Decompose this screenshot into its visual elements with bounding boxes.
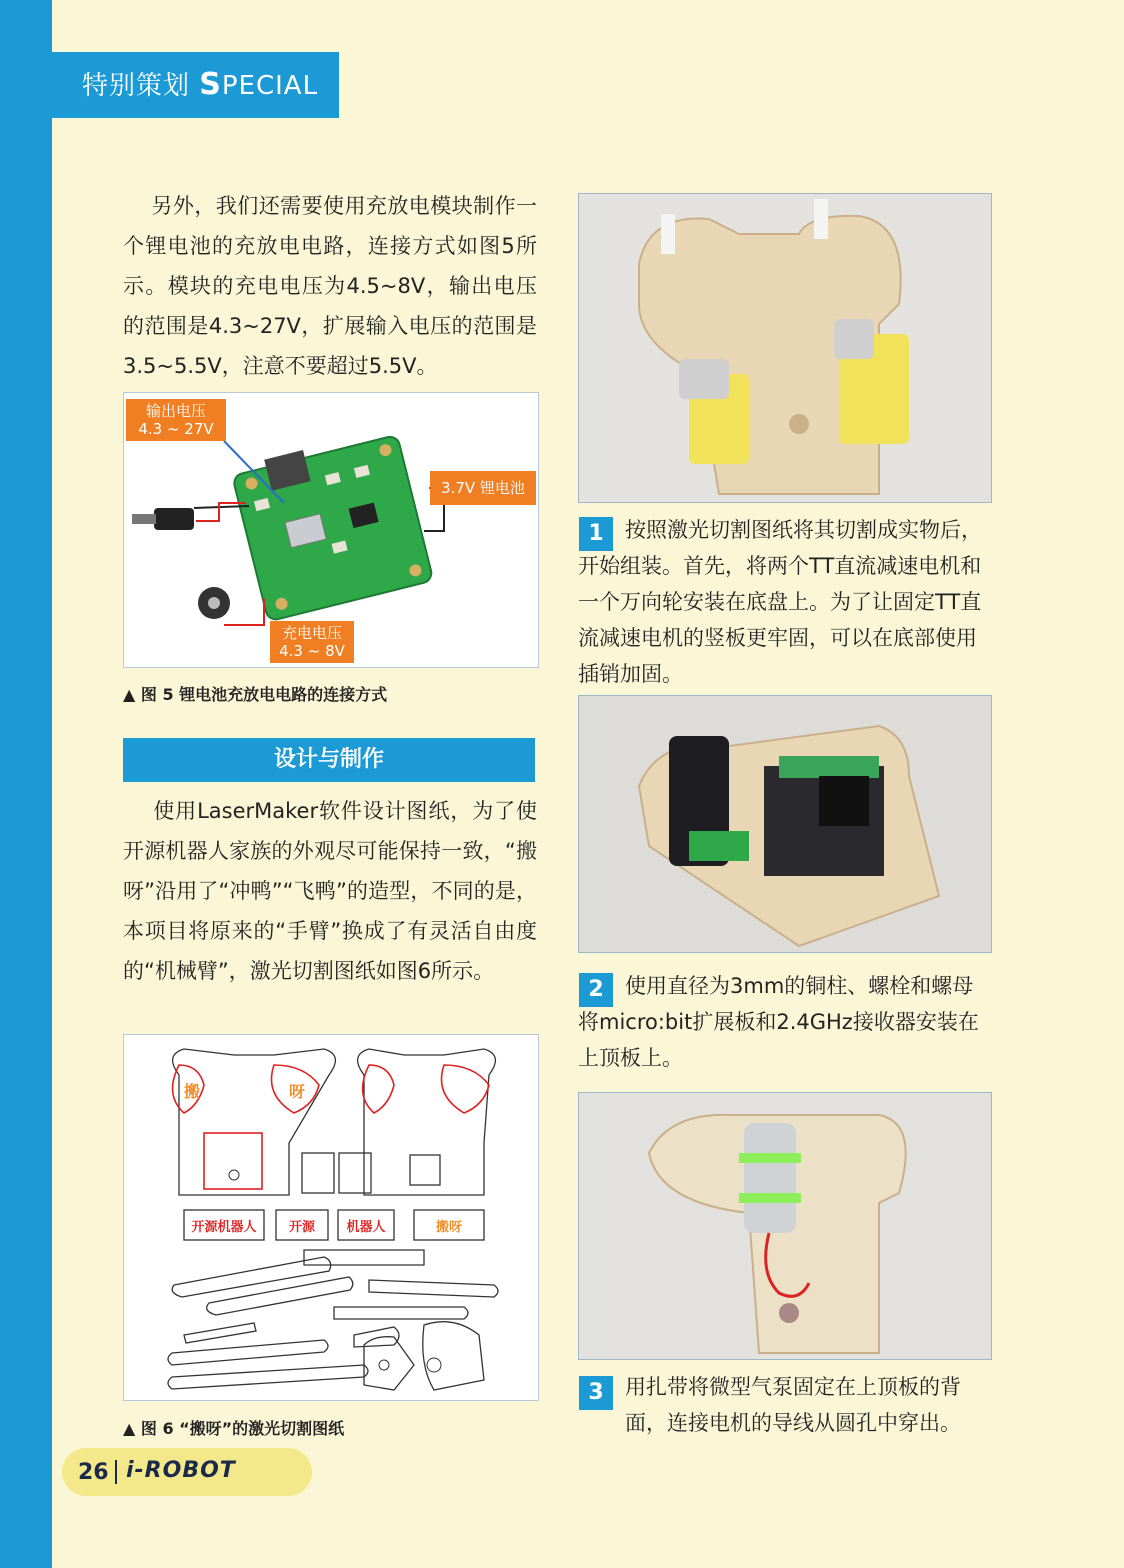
page-number: 26 [78,1460,109,1485]
figure-5-circuit [123,392,539,668]
step-1-text: 按照激光切割图纸将其切割成实物后，开始组装。首先，将两个TT直流减速电机和一个万向轮安装在底盘上。为了让固定TT直流减速电机的竖板更牢固，可以在底部使用插销加固。 [578,518,982,686]
section-title: 设计与制作 [123,738,535,782]
step-3-text: 用扎带将微型气泵固定在上顶板的背面，连接电机的导线从圆孔中穿出。 [625,1375,961,1435]
svg-text:呀: 呀 [289,1082,306,1101]
tag-robot: 机器人 [346,1220,386,1235]
figure-6-caption: ▲ 图 6 “搬呀”的激光切割图纸 [123,1419,345,1438]
brand-logo-text: i-ROBOT [126,1458,236,1483]
intro-paragraph: 另外，我们还需要使用充放电模块制作一个锂电池的充放电电路，连接方式如图5所示。模块的充电电压为4.5~8V，输出电压的范围是4.3~27V，扩展输入电压的范围是3.5~5.5V，注意不要超过5.5V。 [123,194,538,378]
chassis-with-motors-photo [579,194,991,502]
microbit-board-photo [579,696,991,952]
step-3-number: 3 [579,1376,613,1410]
design-paragraph: 使用LaserMaker软件设计图纸，为了使开源机器人家族的外观尽可能保持一致，“搬呀”沿用了“冲鸭”“飞鸭”的造型，不同的是，本项目将原来的“手臂”换成了有灵活自由度的“机械臂”，激光切割图纸如图6所示。 [123,799,538,983]
tag-open-source: 开源 [288,1220,315,1235]
output-voltage-label: 输出电压 4.3 ~ 27V [126,399,226,441]
step-1-number: 1 [579,517,613,551]
section-header-tab [52,52,339,118]
svg-text:搬: 搬 [184,1082,201,1101]
battery-label: 3.7V 锂电池 [430,471,536,505]
section-cn-label: 特别策划 [82,71,200,101]
charge-voltage-label: 充电电压 4.3 ~ 8V [270,621,354,663]
photo-step-3 [578,1092,992,1360]
tag-banya: 搬呀 [435,1220,462,1235]
step-2-text: 使用直径为3mm的铜柱、螺栓和螺母将micro:bit扩展板和2.4GHz接收器安装在上顶板上。 [578,974,979,1070]
figure-6-laser-drawing [123,1034,539,1401]
figure-5-caption: ▲ 图 5 锂电池充放电电路的连接方式 [123,685,388,704]
step-2-number: 2 [579,973,613,1007]
photo-step-2 [578,695,992,953]
section-en-initial: S [199,67,222,102]
tag-open-source-robot: 开源机器人 [191,1220,257,1235]
left-accent-bar [0,0,52,1568]
section-en-rest: PECIAL [221,71,319,101]
air-pump-photo [579,1093,991,1359]
footer-separator [115,1460,117,1484]
photo-step-1 [578,193,992,503]
